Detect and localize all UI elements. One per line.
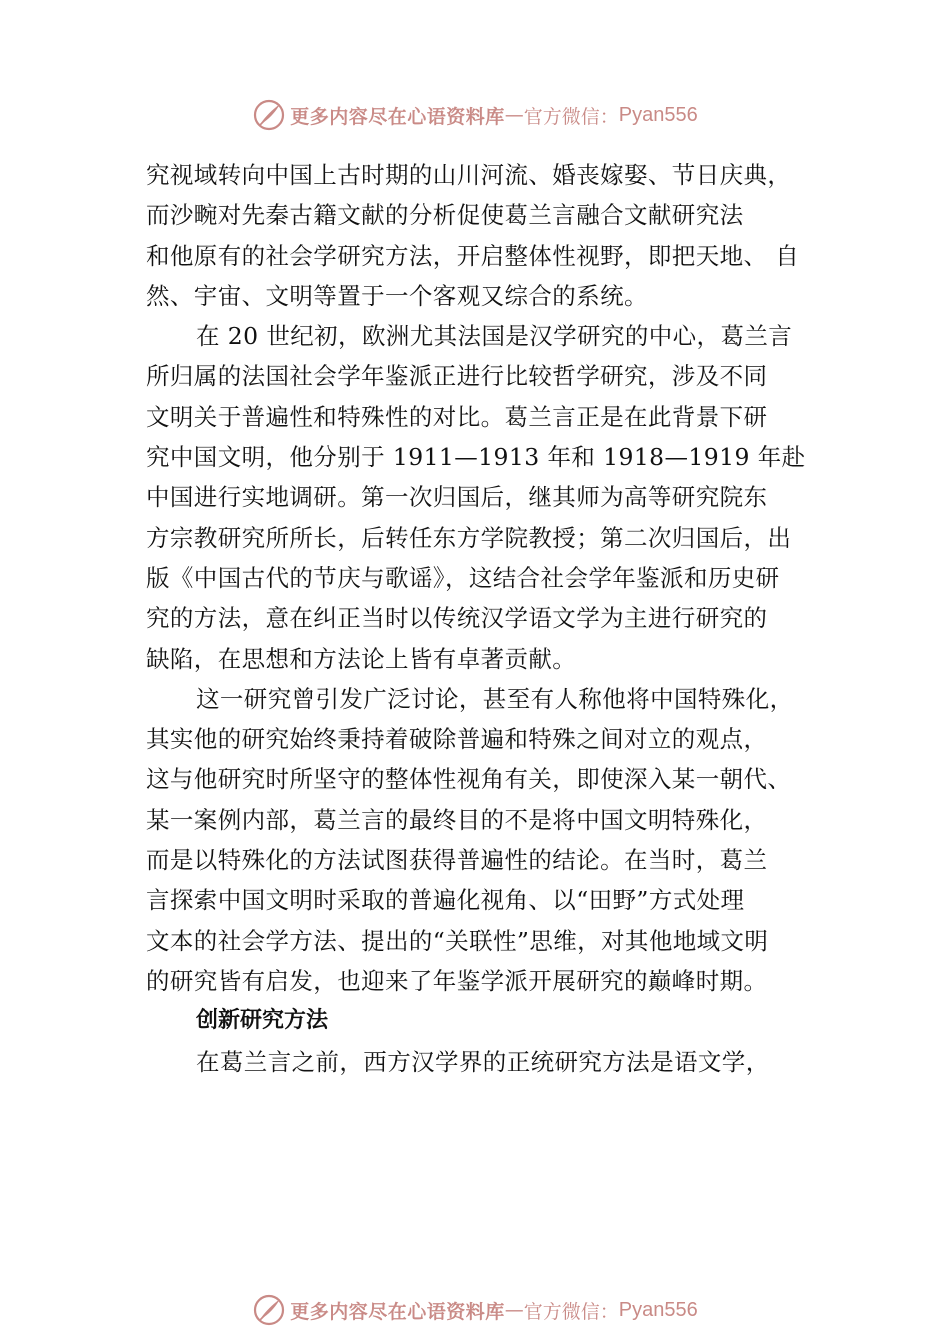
text-line: 方宗教研究所所长，后转任东方学院教授；第二次归国后，出 (146, 523, 792, 552)
text-line: 中国进行实地调研。第一次归国后，继其师为高等研究院东 (146, 483, 768, 512)
feather-seal-icon (252, 1293, 286, 1327)
text-line: 然、宇宙、文明等置于一个客观又综合的系统。 (146, 281, 648, 310)
text-line: 缺陷，在思想和方法论上皆有卓著贡献。 (146, 644, 577, 673)
paragraph-1 (146, 155, 836, 316)
text-line: 究中国文明，他分别于 1911—1913 年和 1918—1919 年赴 (146, 443, 806, 472)
watermark-wechat-label: 官方微信： (523, 105, 619, 128)
text-line: 在葛兰言之前，西方汉学界的正统研究方法是语文学， (196, 1047, 770, 1076)
text-line: 而沙畹对先秦古籍文献的分析促使葛兰言融合文献研究法 (146, 201, 744, 230)
text-line: 在 20 世纪初，欧洲尤其法国是汉学研究的中心，葛兰言 (196, 322, 793, 351)
watermark-header (0, 95, 950, 135)
text-line: 文明关于普遍性和特殊性的对比。葛兰言正是在此背景下研 (146, 402, 768, 431)
text-line: 的研究皆有启发，也迎来了年鉴学派开展研究的巅峰时期。 (146, 966, 768, 995)
watermark-footer (0, 1290, 950, 1330)
text-line: 而是以特殊化的方法试图获得普遍性的结论。在当时，葛兰 (146, 846, 768, 875)
watermark-wechat-label: 官方微信： (523, 1300, 619, 1323)
watermark-wechat-id: Pyan556 (618, 1298, 698, 1321)
section-heading: 创新研究方法 (196, 1008, 329, 1034)
watermark-text: 更多内容尽在心语资料库 (290, 1300, 505, 1323)
text-line: 这与他研究时所坚守的整体性视角有关，即使深入某一朝代、 (146, 765, 792, 794)
watermark-separator: — (504, 1299, 524, 1321)
feather-seal-icon (252, 98, 286, 132)
text-line: 究视域转向中国上古时期的山川河流、婚丧嫁娶、节日庆典， (146, 161, 792, 189)
text-line: 某一案例内部，葛兰言的最终目的不是将中国文明特殊化， (146, 805, 768, 834)
text-line: 究的方法，意在纠正当时以传统汉学语文学为主进行研究的 (146, 604, 768, 633)
text-line: 这一研究曾引发广泛讨论，甚至有人称他将中国特殊化， (196, 684, 794, 713)
paragraph-2 (146, 316, 836, 679)
text-line: 其实他的研究始终秉持着破除普遍和特殊之间对立的观点， (146, 725, 768, 754)
text-line: 版《中国古代的节庆与歌谣》，这结合社会学年鉴派和历史研 (146, 563, 780, 592)
text-line: 言探索中国文明时采取的普遍化视角、以“田野”方式处理 (146, 886, 745, 915)
document-body (146, 155, 836, 1082)
text-line: 文本的社会学方法、提出的“关联性”思维，对其他地域文明 (146, 926, 769, 955)
watermark-wechat-id: Pyan556 (618, 103, 698, 126)
text-line: 和他原有的社会学研究方法，开启整体性视野，即把天地、 自 (146, 241, 800, 270)
watermark-separator: — (504, 104, 524, 126)
text-line: 所归属的法国社会学年鉴派正进行比较哲学研究，涉及不同 (146, 362, 768, 391)
paragraph-3 (146, 679, 836, 1001)
paragraph-4 (146, 1042, 836, 1082)
watermark-text: 更多内容尽在心语资料库 (290, 105, 505, 128)
